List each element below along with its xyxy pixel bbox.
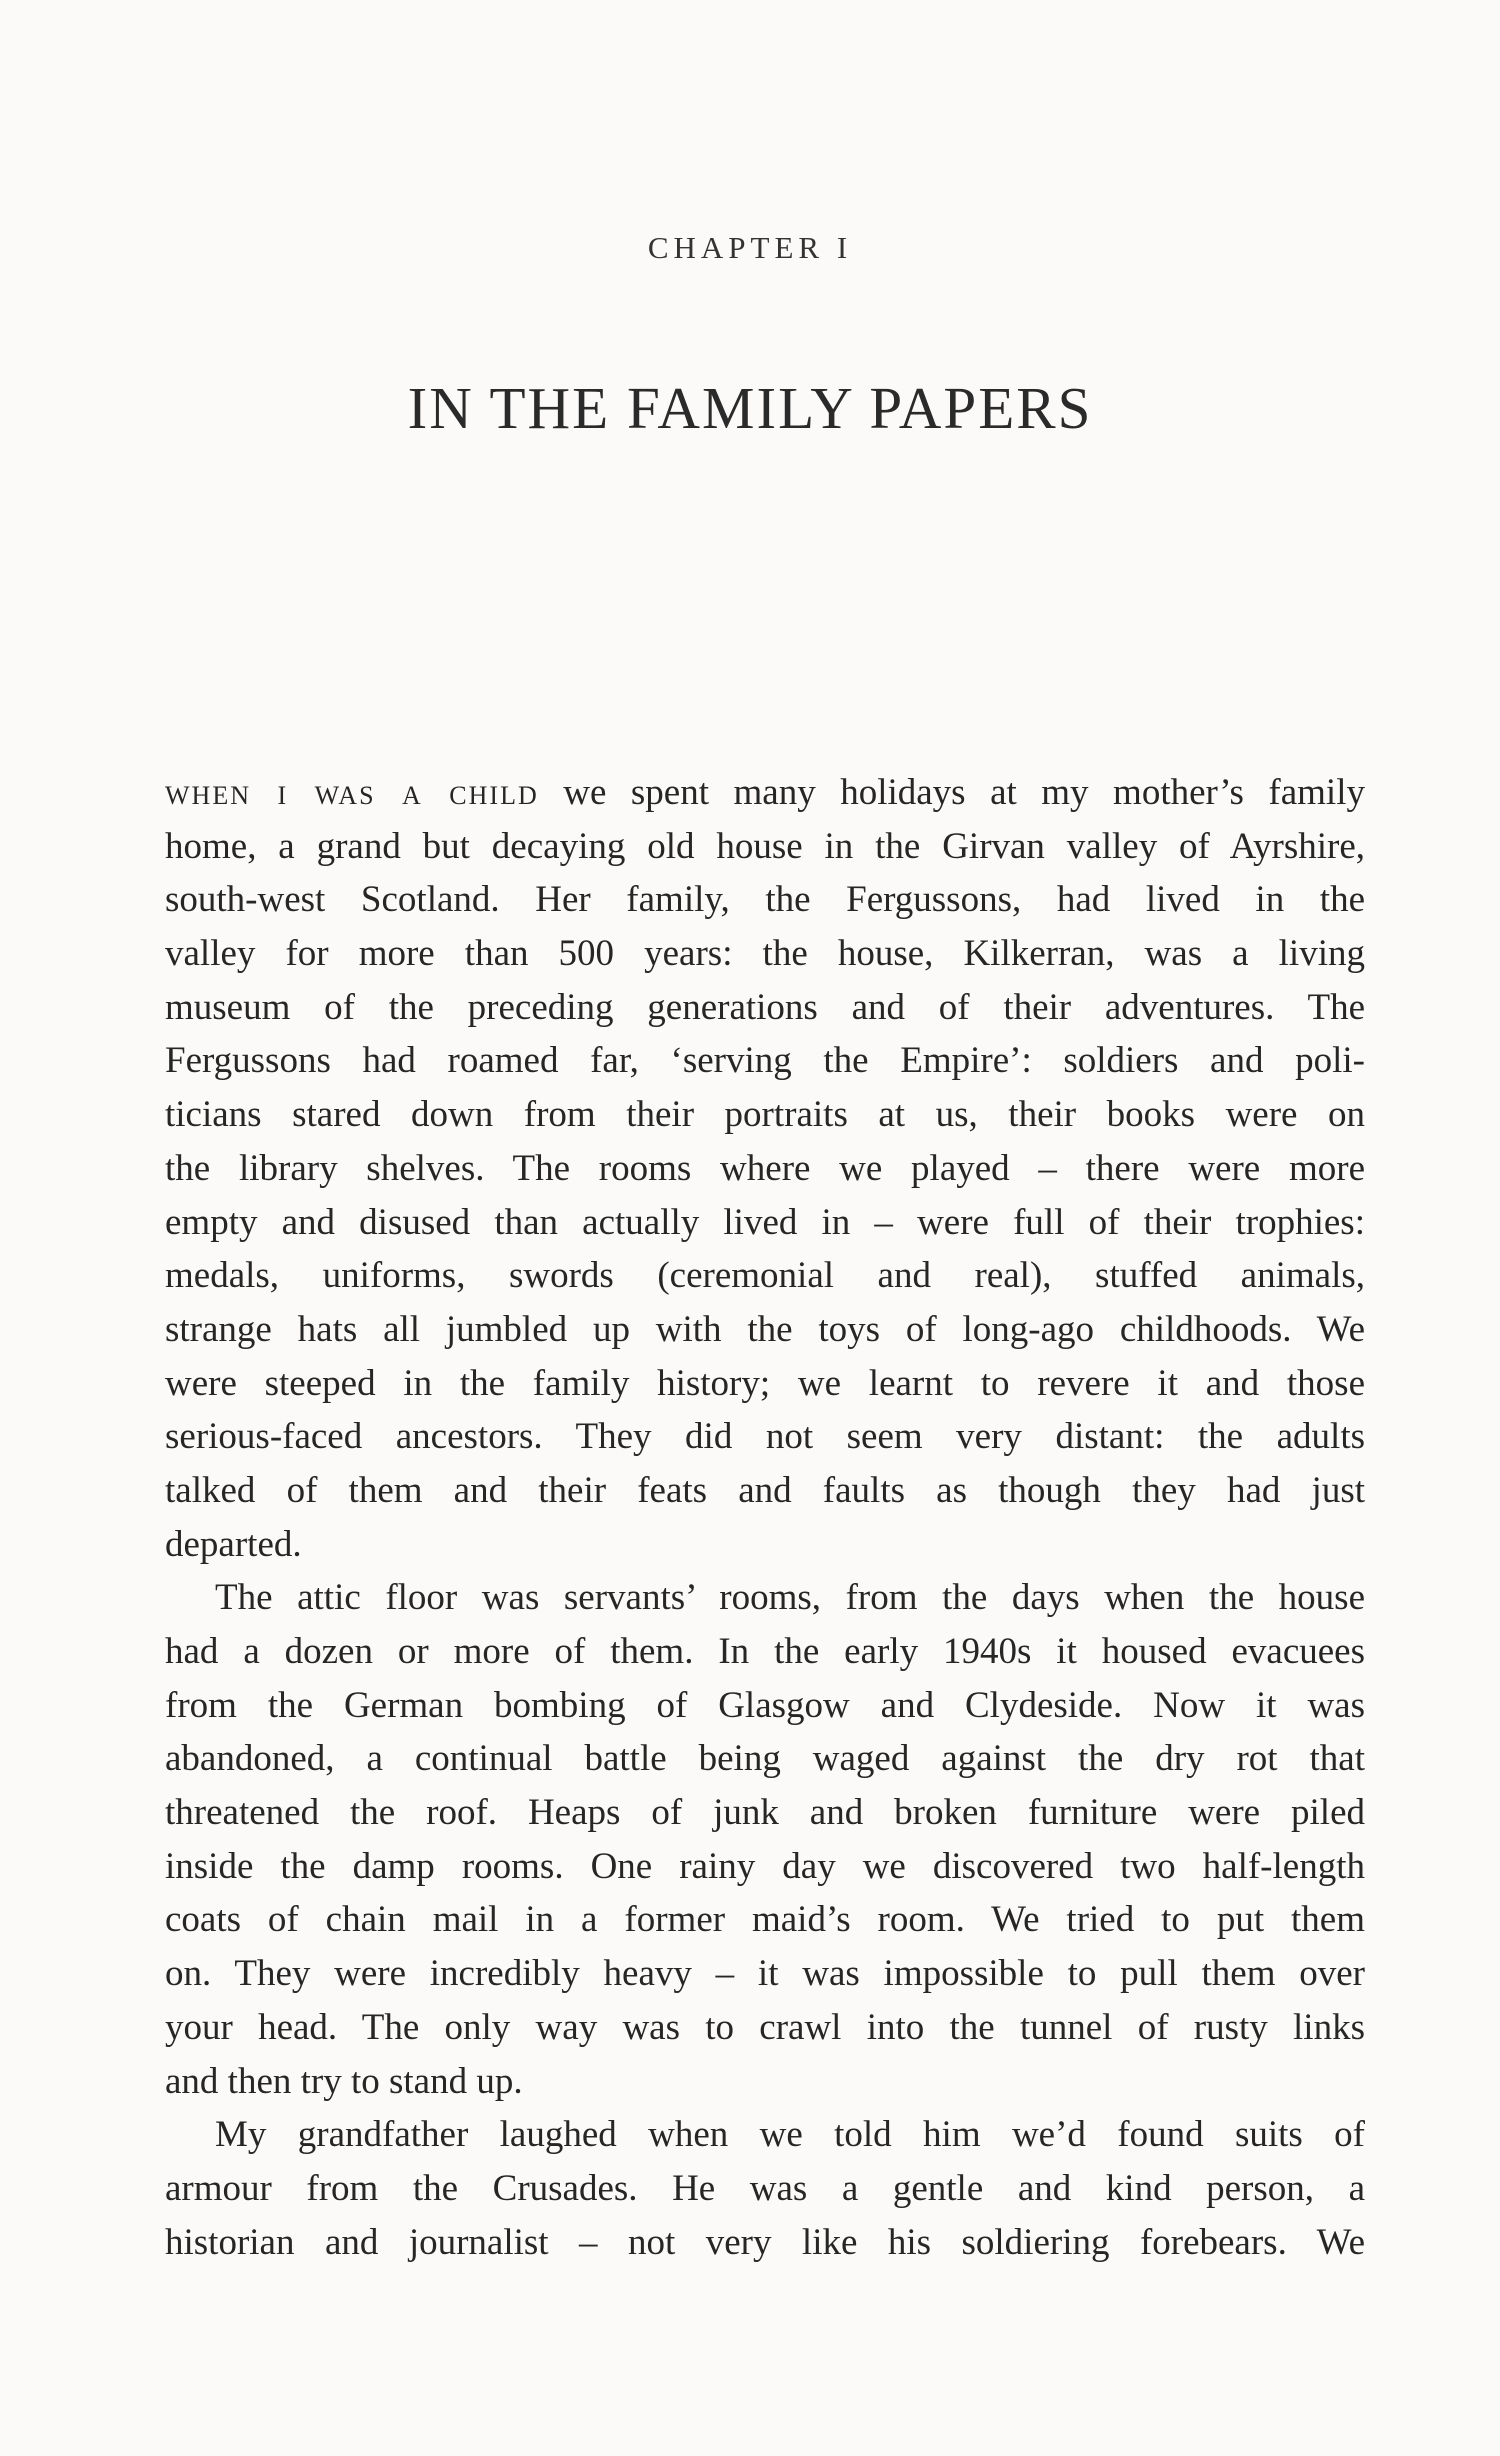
- text-line: and then try to stand up.: [165, 2060, 523, 2102]
- text-line: on. They were incredibly heavy – it was impossible to pull them over: [165, 1953, 1365, 1995]
- text-line: abandoned, a continual battle being waged against the dry rot that: [165, 1738, 1365, 1780]
- text-line: ticians stared down from their portraits at us, their books were on: [165, 1094, 1365, 1136]
- text-line: home, a grand but decaying old house in the Girvan valley of Ayrshire,: [165, 825, 1365, 867]
- text-line: threatened the roof. Heaps of junk and broken furniture were piled: [165, 1792, 1365, 1834]
- chapter-label: CHAPTER I: [647, 230, 853, 265]
- chapter-title: IN THE FAMILY PAPERS: [407, 375, 1093, 441]
- text-line: coats of chain mail in a former maid’s room. We tried to put them: [165, 1899, 1365, 1941]
- text-line: south-west Scotland. Her family, the Fergussons, had lived in the: [165, 879, 1365, 921]
- text-line: valley for more than 500 years: the house, Kilkerran, was a living: [165, 933, 1365, 975]
- text-line: Fergussons had roamed far, ‘serving the Empire’: soldiers and poli-: [165, 1040, 1365, 1082]
- text-line: medals, uniforms, swords (ceremonial and real), stuffed animals,: [165, 1255, 1365, 1297]
- text-line-rest: we spent many holidays at my mother’s family: [538, 772, 1365, 813]
- text-line: from the German bombing of Glasgow and Clydeside. Now it was: [165, 1684, 1365, 1726]
- text-line: My grandfather laughed when we told him we’d found suits of: [215, 2114, 1365, 2156]
- chapter-body: [165, 766, 1365, 2269]
- text-line: inside the damp rooms. One rainy day we discovered two half-length: [165, 1845, 1365, 1887]
- text-line: the library shelves. The rooms where we played – there were more: [165, 1147, 1365, 1189]
- text-line: museum of the preceding generations and of their adventures. The: [165, 986, 1365, 1028]
- text-line: [165, 766, 1365, 820]
- text-line: departed.: [165, 1523, 302, 1565]
- text-line: were steeped in the family history; we learnt to revere it and those: [165, 1362, 1365, 1404]
- text-line: your head. The only way was to crawl into the tunnel of rusty links: [165, 2006, 1365, 2048]
- text-line: armour from the Crusades. He was a gentle and kind person, a: [165, 2167, 1365, 2209]
- text-line: historian and journalist – not very like his soldiering forebears. We: [165, 2221, 1365, 2263]
- text-line: serious-faced ancestors. They did not seem very distant: the adults: [165, 1416, 1365, 1458]
- text-line: The attic floor was servants’ rooms, from the days when the house: [215, 1577, 1365, 1619]
- lead-in-smallcaps: when i was a child: [165, 772, 539, 813]
- text-line: empty and disused than actually lived in – were full of their trophies:: [165, 1201, 1365, 1243]
- text-line: had a dozen or more of them. In the early 1940s it housed evacuees: [165, 1631, 1365, 1672]
- text-line: strange hats all jumbled up with the toys of long-ago childhoods. We: [165, 1308, 1365, 1350]
- text-line: talked of them and their feats and faults as though they had just: [165, 1469, 1365, 1511]
